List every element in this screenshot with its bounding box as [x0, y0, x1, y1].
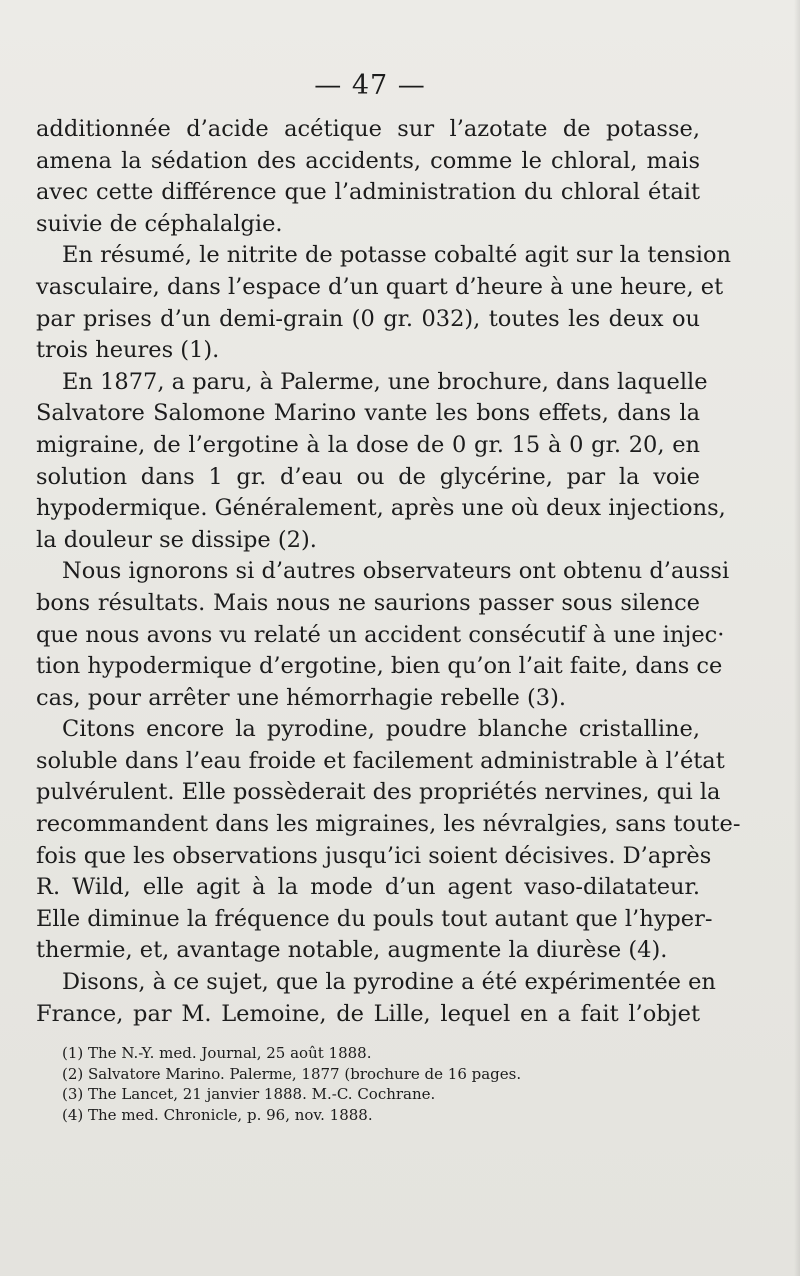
text-line: En 1877, a paru, à Palerme, une brochure, dans laquelle: [62, 368, 708, 395]
text-line: fois que les observations jusqu’ici soient décisives. D’après: [36, 842, 712, 869]
text-line: En résumé, le nitrite de potasse cobalté agit sur la tension: [62, 242, 732, 269]
text-line: trois heures (1).: [36, 337, 220, 364]
paragraph-3: [36, 367, 726, 557]
text-line: par prises d’un demi-grain (0 gr. 032), toutes les deux ou: [36, 305, 700, 332]
paragraph-1: [36, 114, 700, 240]
text-line: vasculaire, dans l’espace d’un quart d’heure à une heure, et: [36, 273, 724, 300]
text-line: avec cette différence que l’administration du chloral était: [36, 179, 700, 206]
text-line: additionnée d’acide acétique sur l’azotate de potasse,: [36, 116, 700, 142]
text-line: R. Wild, elle agit à la mode d’un agent vaso-dilatateur.: [36, 874, 700, 901]
text-line: tion hypodermique d’ergotine, bien qu’on l’ait faite, dans ce: [36, 653, 723, 680]
text-line: thermie, et, avantage notable, augmente la diurèse (4).: [36, 937, 668, 964]
footnote-4: (4) The med. Chronicle, p. 96, nov. 1888.: [62, 1105, 373, 1124]
footnote-3: (3) The Lancet, 21 janvier 1888. M.-C. Cochrane.: [62, 1085, 436, 1103]
text-line: cas, pour arrêter une hémorrhagie rebelle (3).: [36, 684, 567, 711]
text-line: Salvatore Salomone Marino vante les bons effets, dans la: [36, 400, 700, 427]
footnote-2: (2) Salvatore Marino. Palerme, 1877 (brochure de 16 pages.: [62, 1064, 522, 1083]
text-line: France, par M. Lemoine, de Lille, lequel en a fait l’objet: [36, 1000, 700, 1027]
text-line: Elle diminue la fréquence du pouls tout autant que l’hyper-: [36, 905, 713, 932]
text-line: suivie de céphalalgie.: [36, 210, 283, 237]
text-line: migraine, de l’ergotine à la dose de 0 gr. 15 à 0 gr. 20, en: [36, 431, 700, 458]
page-edge-shadow: [794, 0, 800, 1276]
text-line: recommandent dans les migraines, les névralgies, sans toute-: [36, 811, 741, 838]
text-line: Citons encore la pyrodine, poudre blanche cristalline,: [62, 716, 700, 743]
paragraph-4: [36, 556, 730, 714]
footnote-1: (1) The N.-Y. med. Journal, 25 août 1888.: [62, 1044, 372, 1062]
page-number: — 47 —: [314, 70, 426, 101]
footnotes: [62, 1043, 622, 1125]
text-line: solution dans 1 gr. d’eau ou de glycérine, par la voie: [36, 463, 700, 490]
paragraph-6: [36, 967, 716, 1030]
text-line: soluble dans l’eau froide et facilement administrable à l’état: [36, 747, 725, 774]
text-line: pulvérulent. Elle possèderait des propriétés nervines, qui la: [36, 779, 721, 806]
paragraph-5: [36, 714, 741, 967]
text-line: Nous ignorons si d’autres observateurs ont obtenu d’aussi: [62, 558, 730, 585]
text-line: amena la sédation des accidents, comme le chloral, mais: [36, 147, 700, 174]
text-line: que nous avons vu relaté un accident consécutif à une injec·: [36, 621, 725, 648]
text-line: la douleur se dissipe (2).: [36, 526, 317, 553]
text-line: Disons, à ce sujet, que la pyrodine a été expérimentée en: [62, 969, 716, 996]
text-line: hypodermique. Généralement, après une où deux injections,: [36, 495, 726, 522]
paragraph-2: [36, 240, 732, 366]
text-line: bons résultats. Mais nous ne saurions passer sous silence: [36, 589, 700, 616]
body-text: [36, 114, 741, 1030]
